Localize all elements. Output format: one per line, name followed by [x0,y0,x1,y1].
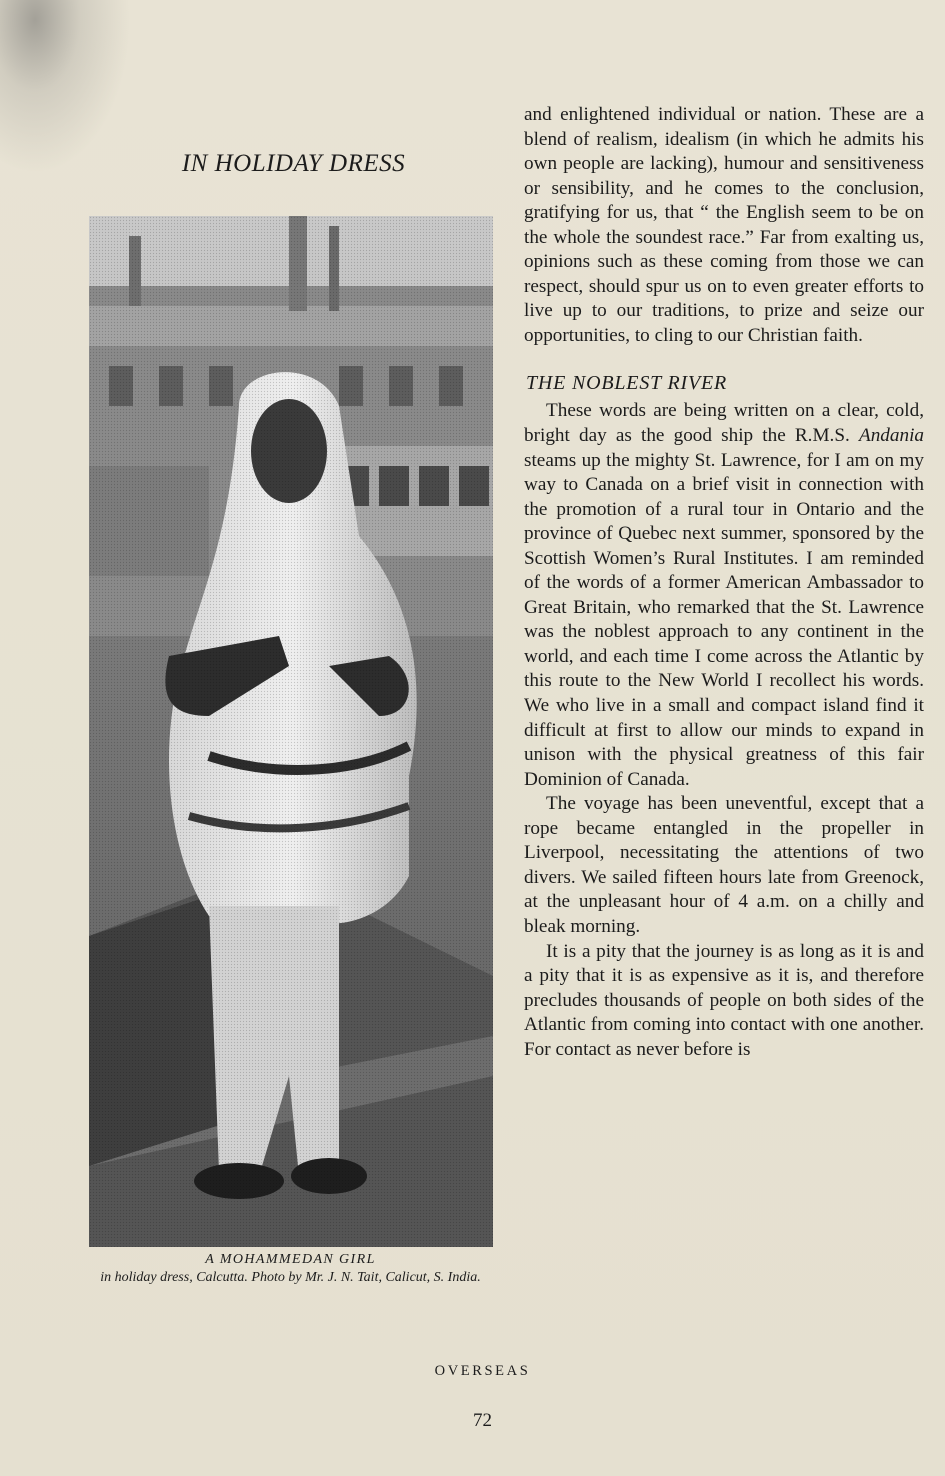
section-heading: THE NOBLEST RIVER [526,372,728,395]
publication-title: OVERSEAS [434,1363,531,1379]
paragraph: The voyage has been uneventful, except that a rope became entangled in the propeller in Liverpool, necessitating the attentions of two divers. We sailed fifteen hours late from Greenock, at the unpleasant hour of 4 a.m. on a chilly and bleak morning. [524,793,924,937]
right-column [524,103,924,1062]
photograph [89,216,493,1247]
paragraph [524,399,924,792]
paragraph-text: These words are being written on a clear, cold, bright day as the good ship the R.M.S. [524,400,924,447]
paragraph-text: steams up the mighty St. Lawrence, for I am on my way to Canada on a brief visit in connection with the promotion of a rural tour in Ontario and the province of Quebec next summer, sponsored by the Scottish Women’s Rural Institutes. I am reminded of the words of a former American Ambassador to Great Britain, who remarked that the St. Lawrence was the noblest approach to any continent in the world, and each time I come across the Atlantic by this route to the New World I recollect his words. We who live in a small and compact island find it difficult at first to allow our minds to expand in unison with the physical greatness of this fair Dominion of Canada. [524,449,924,790]
caption-title: A MOHAMMEDAN GIRL [205,1252,376,1267]
page-number: 72 [473,1410,492,1431]
paragraph: It is a pity that the journey is as long as it is and a pity that it is as expensive as it is, and therefore precludes thousands of people on both sides of the Atlantic from coming into contact with one another. For contact as never before is [524,940,924,1060]
photo-heading: IN HOLIDAY DRESS [181,150,406,177]
caption-body: in holiday dress, Calcutta. Photo by Mr. J. N. Tait, Calicut, S. India. [100,1270,481,1285]
photo-caption [88,1249,493,1286]
ship-name: Andania [858,425,924,447]
paragraph: and enlightened individual or nation. These are a blend of realism, idealism (in which he admits his own people are lacking), humour and sensitiveness or sensibility, and he comes to the conclusion, gratifying for us, that “ the English seem to be on the whole the soundest race.” Far from exalting us, opinions such as these coming from those we can respect, should spur us on to even greater efforts to live up to our traditions, to prize and seize our opportunities, to cling to our Christian faith. [524,104,924,346]
left-column [88,140,493,1285]
